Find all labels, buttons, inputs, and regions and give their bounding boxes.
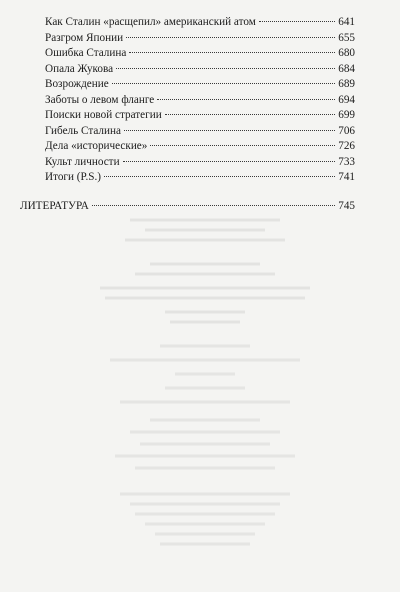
toc-entry-title: Как Сталин «расщепил» американский атом	[45, 16, 256, 28]
toc-entry	[45, 93, 355, 107]
toc-entry	[45, 31, 355, 45]
toc-entry-page: 741	[338, 171, 355, 183]
toc-entry-title: Итоги (P.S.)	[45, 171, 102, 183]
toc-entry	[45, 124, 355, 138]
show-through-block	[90, 340, 320, 480]
toc-leader-dots	[129, 52, 335, 53]
toc-leader-dots	[165, 114, 336, 115]
toc-leader-dots	[123, 161, 336, 162]
toc-section-title: ЛИТЕРАТУРА	[20, 200, 89, 212]
toc-leader-dots	[124, 130, 335, 131]
toc-entry-title: Возрождение	[45, 78, 109, 90]
toc-entry-page: 680	[338, 47, 355, 59]
toc-entry-page: 684	[338, 62, 355, 75]
toc-entry	[45, 46, 355, 60]
toc-entry	[45, 170, 355, 184]
toc-entry-title: Опала Жукова	[45, 62, 114, 75]
toc-entry-page: 726	[338, 140, 355, 152]
toc-leader-dots	[150, 145, 335, 146]
toc-entry	[45, 15, 355, 29]
toc-entry	[45, 108, 355, 122]
toc-entry-page: 694	[338, 93, 355, 106]
toc-leader-dots	[259, 21, 335, 22]
toc-leader-dots	[104, 176, 335, 177]
toc-entry-title: Заботы о левом фланге	[45, 93, 155, 106]
toc-entry-title: Культ личности	[45, 155, 120, 168]
toc-section	[20, 199, 355, 213]
toc-entry	[45, 62, 355, 76]
toc-entry-page: 641	[338, 16, 355, 28]
toc-entry-title: Гибель Сталина	[45, 124, 121, 137]
toc-leader-dots	[92, 205, 335, 206]
toc-leader-dots	[157, 99, 335, 100]
toc-entry-page: 706	[338, 124, 355, 137]
toc-entry-title: Дела «исторические»	[45, 140, 148, 152]
toc-entry	[45, 77, 355, 91]
show-through-lines	[90, 340, 320, 480]
toc-entry-page: 733	[338, 155, 355, 168]
show-through-lines	[90, 212, 320, 332]
show-through-block	[90, 488, 320, 578]
toc-entry-title: Разгром Японии	[45, 31, 124, 44]
show-through-lines	[90, 488, 320, 578]
toc-leader-dots	[126, 37, 335, 38]
toc-entry-page: 699	[338, 109, 355, 121]
toc-entry-title: Поиски новой стратегии	[45, 109, 162, 121]
toc-leader-dots	[116, 68, 335, 69]
toc-entry	[45, 139, 355, 153]
toc-entry	[45, 155, 355, 169]
toc-section-page: 745	[338, 200, 355, 212]
toc-leader-dots	[112, 83, 336, 84]
toc-entry-page: 689	[338, 78, 355, 90]
show-through-block	[90, 212, 320, 332]
toc-entry-title: Ошибка Сталина	[45, 47, 127, 59]
toc-entry-page: 655	[338, 31, 355, 44]
